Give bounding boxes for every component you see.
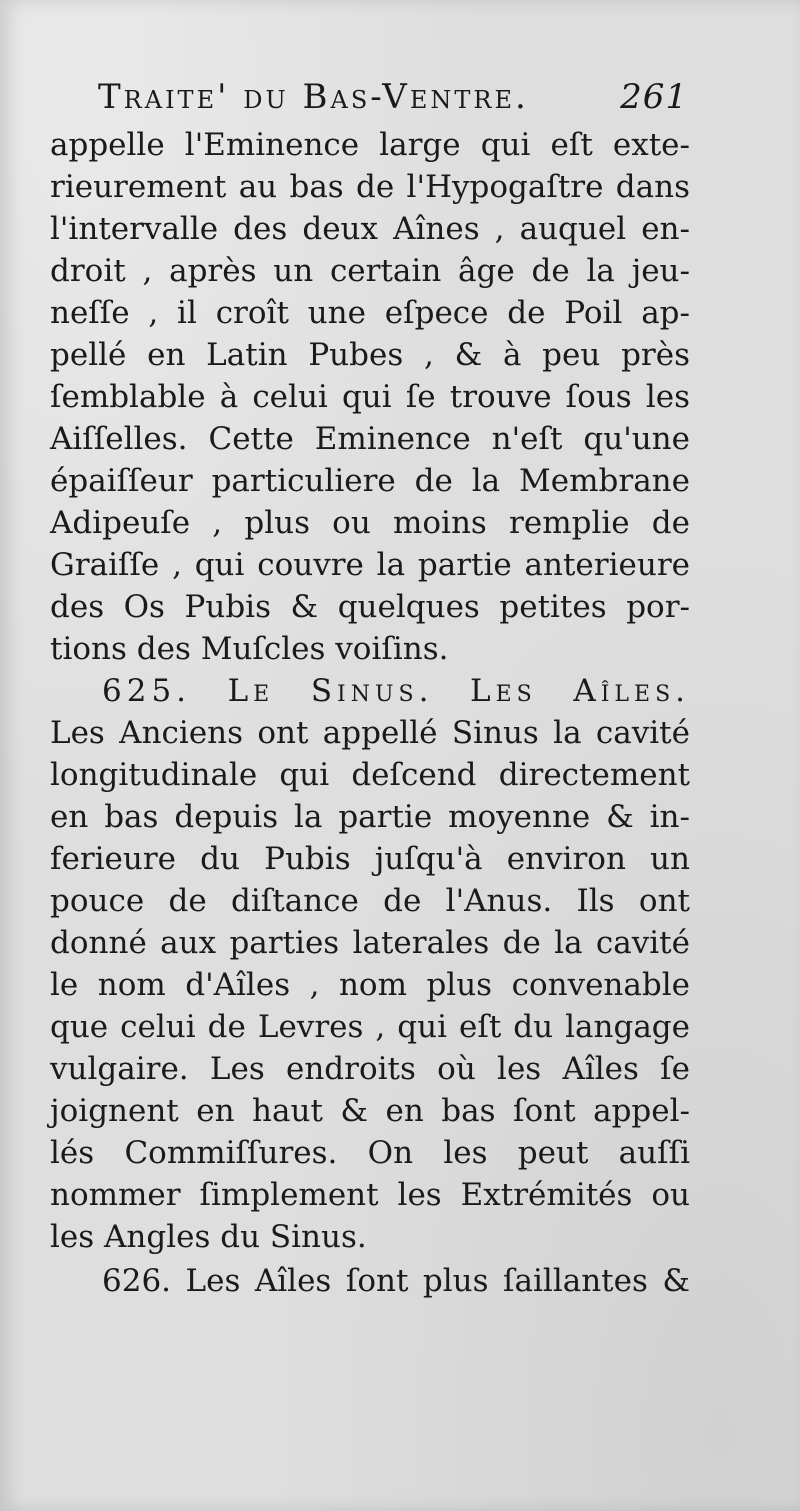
- text-line: pouce de diſtance de l'Anus. Ils ont: [50, 883, 690, 919]
- text-line: ſemblable à celui qui ſe trouve ſous les: [50, 379, 690, 415]
- text-line: longitudinale qui deſcend directement: [50, 757, 690, 793]
- text-line: vulgaire. Les endroits où les Aîles ſe: [50, 1051, 690, 1087]
- text-line: 626. Les Aîles ſont plus ſaillantes &: [102, 1263, 690, 1299]
- text-line: Aiſſelles. Cette Eminence n'eſt qu'une: [50, 421, 690, 457]
- text-line: tions des Muſcles voiſins.: [50, 631, 449, 667]
- text-line: épaiſſeur particuliere de la Membrane: [50, 463, 690, 499]
- text-line: rieurement au bas de l'Hypogaſtre dans: [50, 169, 690, 205]
- body-text: [50, 124, 690, 1302]
- text-line: le nom d'Aîles , nom plus convenable: [50, 967, 690, 1003]
- text-line: ferieure du Pubis juſqu'à environ un: [50, 841, 690, 877]
- page-number: 261: [620, 77, 688, 117]
- text-line: neſſe , il croît une eſpece de Poil ap-: [50, 295, 690, 331]
- text-line: joignent en haut & en bas ſont appel-: [50, 1093, 690, 1129]
- section-heading: 625. Le Sinus. Les Aîles.: [102, 673, 690, 709]
- text-line: Les Anciens ont appellé Sinus la cavité: [50, 715, 690, 751]
- running-title: Traite' du Bas-Ventre.: [98, 77, 529, 117]
- text-line: les Angles du Sinus.: [50, 1219, 367, 1255]
- text-line: l'intervalle des deux Aînes , auquel en-: [50, 211, 690, 247]
- text-line: droit , après un certain âge de la jeu-: [50, 253, 690, 289]
- text-line: Graiſſe , qui couvre la partie anterieure: [50, 547, 690, 583]
- running-header: [98, 72, 688, 122]
- text-line: des Os Pubis & quelques petites por-: [50, 589, 690, 625]
- text-line: en bas depuis la partie moyenne & in-: [50, 799, 690, 835]
- text-line: que celui de Levres , qui eſt du langage: [50, 1009, 690, 1045]
- text-line: Adipeuſe , plus ou moins remplie de: [50, 505, 690, 541]
- text-line: appelle l'Eminence large qui eſt exte-: [50, 127, 690, 163]
- text-line: pellé en Latin Pubes , & à peu près: [50, 337, 690, 373]
- text-line: donné aux parties laterales de la cavité: [50, 925, 690, 961]
- text-line: lés Commiſſures. On les peut auſſi: [50, 1135, 690, 1171]
- text-line: nommer ſimplement les Extrémités ou: [50, 1177, 690, 1213]
